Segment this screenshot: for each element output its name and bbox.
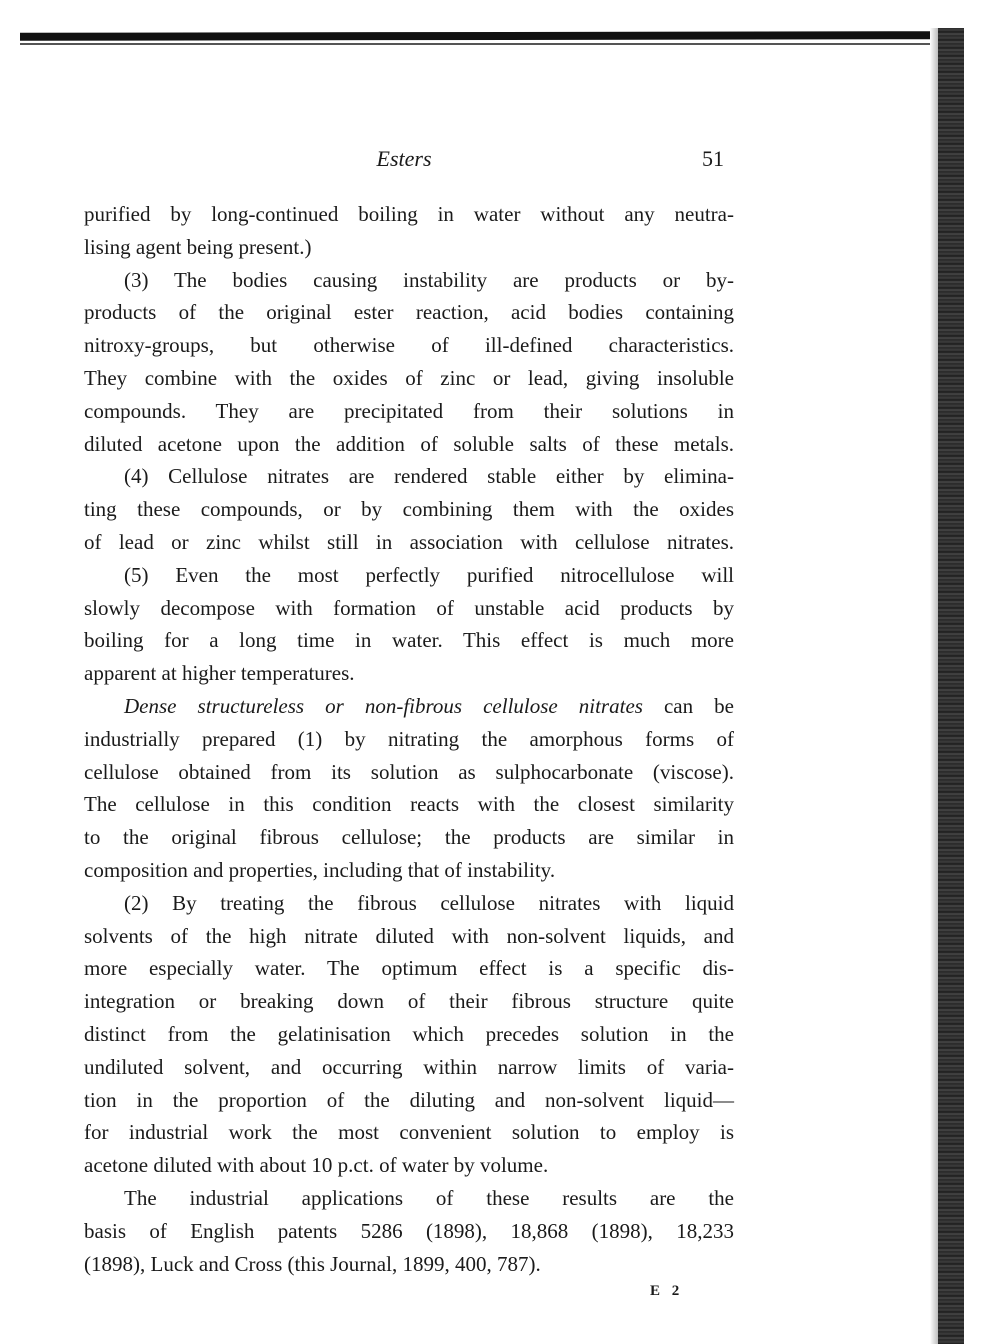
- text-line: acetone diluted with about 10 p.ct. of water by volume.: [84, 1153, 549, 1178]
- text-line: for industrial work the most convenient solution to employ is: [84, 1120, 734, 1145]
- text-line: solvents of the high nitrate diluted with non-solvent liquids, and: [84, 923, 734, 948]
- text-line: ting these compounds, or by combining them with the oxides: [84, 497, 734, 522]
- text-line: tion in the proportion of the diluting and non-solvent liquid—: [84, 1087, 734, 1112]
- body-text: [84, 198, 734, 1280]
- text-fragment: can be: [642, 693, 734, 718]
- text-line: industrially prepared (1) by nitrating the amorphous forms of: [84, 726, 734, 751]
- text-line: (3) The bodies causing instability are products or by-: [124, 267, 734, 292]
- text-line: (2) By treating the fibrous cellulose nitrates with liquid: [124, 890, 734, 915]
- text-line: of lead or zinc whilst still in association with cellulose nitrates.: [84, 529, 734, 554]
- text-line: The cellulose in this condition reacts with the closest similarity: [84, 792, 734, 817]
- page-edge-shadow: [930, 28, 938, 1344]
- paragraph: [84, 460, 734, 558]
- text-line: basis of English patents 5286 (1898), 18,868 (1898), 18,233: [84, 1218, 734, 1243]
- text-line: integration or breaking down of their fibrous structure quite: [84, 989, 734, 1014]
- text-line: cellulose obtained from its solution as sulphocarbonate (viscose).: [84, 759, 734, 784]
- book-spine: [938, 28, 964, 1344]
- page-number: 51: [702, 146, 724, 171]
- text-line: purified by long-continued boiling in water without any neutra-: [84, 202, 734, 226]
- paragraph: [84, 1182, 734, 1280]
- text-line: They combine with the oxides of zinc or lead, giving insoluble: [84, 365, 734, 390]
- running-head: [84, 146, 724, 176]
- text-line: [84, 690, 734, 723]
- text-line: diluted acetone upon the addition of soluble salts of these metals.: [84, 431, 734, 456]
- top-border-rule-thin: [20, 43, 940, 45]
- text-line: compounds. They are precipitated from their solutions in: [84, 398, 734, 423]
- top-border-rule: [20, 31, 945, 41]
- text-line: (1898), Luck and Cross (this Journal, 1899, 400, 787).: [84, 1251, 541, 1276]
- text-line: The industrial applications of these results are the: [124, 1185, 734, 1210]
- paragraph: [84, 264, 734, 461]
- text-line: composition and properties, including that of instability.: [84, 857, 556, 882]
- paragraph: [84, 559, 734, 690]
- text-line: lising agent being present.): [84, 234, 312, 259]
- running-title: Esters: [376, 146, 432, 171]
- text-line: distinct from the gelatinisation which precedes solution in the: [84, 1021, 734, 1046]
- paragraph: [84, 690, 734, 887]
- text-line: products of the original ester reaction, acid bodies containing: [84, 300, 734, 325]
- text-line: boiling for a long time in water. This effect is much more: [84, 628, 734, 653]
- italic-lead-phrase: Dense structureless or non-fibrous cellulose nitrates: [124, 693, 643, 718]
- text-line: apparent at higher temperatures.: [84, 661, 355, 686]
- signature-mark: E 2: [650, 1283, 684, 1299]
- text-line: slowly decompose with formation of unstable acid products by: [84, 595, 734, 620]
- text-line: to the original fibrous cellulose; the products are similar in: [84, 825, 734, 850]
- text-line: undiluted solvent, and occurring within narrow limits of varia-: [84, 1054, 734, 1079]
- paragraph: [84, 887, 734, 1182]
- text-line: more especially water. The optimum effect is a specific dis-: [84, 956, 734, 981]
- text-line: (4) Cellulose nitrates are rendered stable either by elimina-: [124, 464, 734, 489]
- text-line: (5) Even the most perfectly purified nitrocellulose will: [124, 562, 734, 587]
- paragraph: [84, 198, 734, 264]
- text-line: nitroxy-groups, but otherwise of ill-defined characteristics.: [84, 333, 734, 358]
